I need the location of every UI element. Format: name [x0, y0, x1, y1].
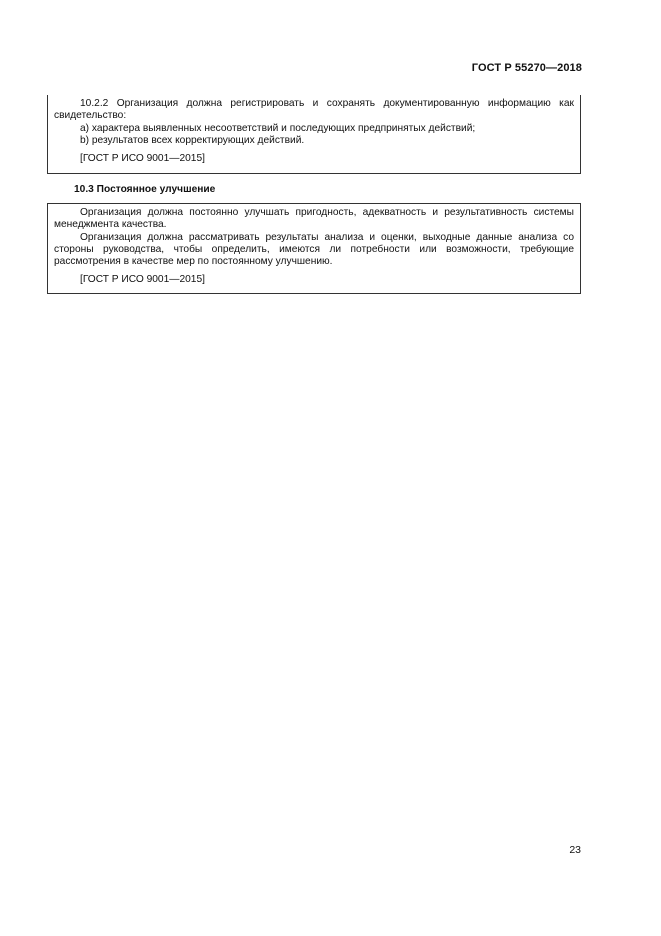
page-number: 23 [569, 844, 581, 856]
paragraph-review: Организация должна рассматривать результаты анализа и оценки, выходные данные анализа со стороны руководства, чтобы определить, имеются ли потребности или возможности, требующие рассмотрения в качестве мер по постоянному улучшению. [54, 231, 574, 268]
document-code-header: ГОСТ Р 55270—2018 [471, 62, 582, 74]
quote-box-10-2-2 [47, 95, 581, 174]
clause-10-2-2-text: 10.2.2 Организация должна регистрировать и сохранять документированную информацию как свидетельство: [54, 98, 574, 122]
paragraph-improvement: Организация должна постоянно улучшать пригодность, адекватность и результативность системы менеджмента качества. [54, 207, 574, 231]
standard-reference: [ГОСТ Р ИСО 9001—2015] [80, 274, 205, 286]
quote-box-10-3 [47, 203, 581, 294]
standard-reference: [ГОСТ Р ИСО 9001—2015] [80, 153, 205, 165]
section-title-10-3: 10.3 Постоянное улучшение [74, 184, 216, 195]
list-item-b: b) результатов всех корректирующих действий. [80, 134, 305, 146]
list-item-a: a) характера выявленных несоответствий и последующих предпринятых действий; [80, 122, 476, 134]
